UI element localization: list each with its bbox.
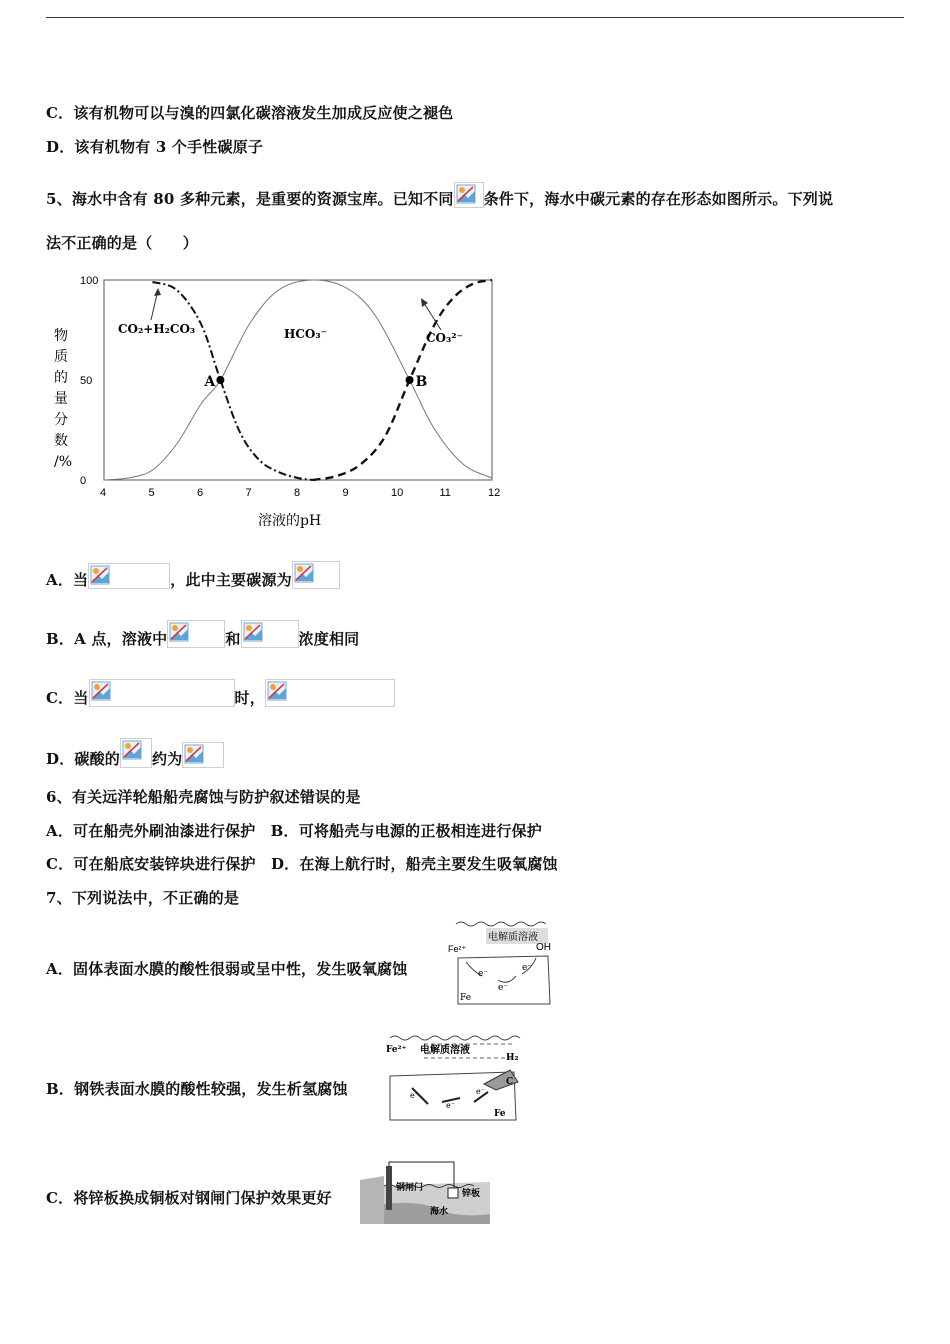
chart-lines — [104, 280, 492, 480]
y-axis-title-char: 质 — [54, 349, 68, 365]
arrow-co3-head — [421, 298, 428, 307]
steel-gate-figure — [360, 1160, 492, 1226]
q5-stem-line1 — [46, 182, 833, 209]
fig-b-label-h2: H₂ — [506, 1053, 519, 1063]
x-tick-label: 5 — [148, 487, 155, 499]
broken-image-icon — [241, 620, 299, 648]
q4-option-d: D．该有机物有 3 个手性碳原子 — [46, 138, 264, 156]
broken-image-icon — [88, 563, 170, 589]
fig-a-label-fe: Fe — [460, 993, 472, 1003]
q5-d-prefix: D．碳酸的 — [46, 750, 121, 768]
q5-b-prefix: B．A 点，溶液中 — [46, 630, 168, 648]
q6-options-cd: C．可在船底安装锌块进行保护 D．在海上航行时，船壳主要发生吸氧腐蚀 — [46, 855, 558, 873]
x-tick-label: 9 — [342, 487, 349, 499]
broken-image-icon — [454, 182, 484, 208]
fig-b-label-c: C — [506, 1077, 514, 1087]
chart-frame — [104, 280, 492, 480]
series-label-hco3: HCO₃⁻ — [284, 327, 327, 341]
q5-stem-part1: 5、海水中含有 80 多种元素，是重要的资源宝库。已知不同 — [46, 190, 454, 208]
q5-stem-line2: 法不正确的是（ ） — [46, 234, 199, 252]
point-label-B: B — [415, 374, 428, 390]
fig-a-electron-2: e⁻ — [498, 983, 509, 993]
broken-image-icon — [120, 738, 152, 768]
broken-image-icon — [292, 561, 340, 589]
series-line-2 — [313, 280, 492, 480]
q7-option-b: B．钢铁表面水膜的酸性较强，发生析氢腐蚀 — [46, 1080, 348, 1098]
point-A — [216, 376, 224, 384]
arrow-co2-head — [154, 288, 161, 296]
oxygen-corrosion-figure — [448, 918, 556, 1008]
chart-labels — [118, 288, 463, 345]
y-tick-label: 100 — [80, 275, 99, 287]
chart-ticks — [80, 275, 500, 499]
q6-options-ab: A．可在船壳外刷油漆进行保护 B．可将船壳与电源的正极相连进行保护 — [46, 822, 542, 840]
x-tick-label: 10 — [391, 487, 404, 499]
q7-option-c: C．将锌板换成铜板对钢闸门保护效果更好 — [46, 1189, 332, 1207]
fig-c-label-gate: 钢闸门 — [396, 1183, 424, 1193]
y-axis-title — [54, 327, 72, 470]
series-label-co2: CO₂+H₂CO₃ — [118, 322, 196, 336]
fig-a-label-oh: OH — [536, 942, 551, 953]
y-axis-title-char: 数 — [54, 433, 68, 449]
fig-c-label-seawater: 海水 — [430, 1207, 449, 1217]
fig-b-electron-2: e⁻ — [446, 1101, 455, 1110]
broken-image-icon — [182, 742, 224, 768]
series-line-1 — [104, 280, 492, 480]
fig-a-label-fe2: Fe²⁺ — [448, 944, 467, 954]
y-axis-title-char: 分 — [54, 412, 68, 428]
q5-a-middle: ，此中主要碳源为 — [170, 571, 292, 589]
broken-image-icon — [167, 620, 225, 648]
hydrogen-corrosion-figure — [384, 1032, 524, 1124]
q5-option-c — [46, 679, 395, 708]
y-axis-title-char: 的 — [54, 370, 68, 386]
q6-stem: 6、有关远洋轮船船壳腐蚀与防护叙述错误的是 — [46, 788, 361, 806]
header-rule — [46, 17, 904, 18]
q7-option-a: A．固体表面水膜的酸性很弱或呈中性，发生吸氧腐蚀 — [46, 960, 408, 978]
q5-c-middle: 时， — [234, 689, 265, 707]
fig-b-label-electrolyte: 电解质溶液 — [420, 1045, 470, 1056]
x-tick-label: 7 — [245, 487, 252, 499]
x-tick-label: 6 — [197, 487, 204, 499]
fig-b-electron-1: e⁻ — [410, 1091, 419, 1100]
carbon-species-chart — [46, 270, 506, 532]
point-B — [406, 376, 414, 384]
q5-option-d — [46, 738, 224, 769]
point-label-A: A — [204, 374, 216, 390]
series-line-0 — [153, 282, 313, 480]
y-tick-label: 0 — [80, 475, 87, 487]
fig-a-label-electrolyte: 电解质溶液 — [488, 932, 538, 943]
q5-stem-part2: 条件下，海水中碳元素的存在形态如图所示。下列说 — [483, 190, 834, 208]
x-tick-label: 12 — [488, 487, 501, 499]
fig-b-label-fe2: Fe²⁺ — [386, 1045, 407, 1055]
y-axis-title-char: 量 — [54, 391, 68, 407]
x-tick-label: 11 — [439, 487, 451, 499]
q4-option-c: C．该有机物可以与溴的四氯化碳溶液发生加成反应使之褪色 — [46, 104, 454, 122]
q5-b-middle: 和 — [225, 630, 241, 648]
q5-option-a — [46, 561, 340, 590]
y-tick-label: 50 — [80, 375, 93, 387]
series-label-co3: CO₃²⁻ — [426, 331, 463, 345]
y-axis-title-char: 物 — [54, 328, 68, 344]
q5-option-b — [46, 620, 359, 649]
y-axis-title-char: /% — [54, 454, 73, 470]
q7-stem: 7、下列说法中，不正确的是 — [46, 889, 240, 907]
fig-c-label-zinc: 锌板 — [462, 1189, 481, 1199]
fig-a-electron-3: e⁻ — [522, 963, 533, 973]
fig-b-electron-3: e⁻ — [476, 1087, 485, 1096]
q5-c-prefix: C．当 — [46, 689, 89, 707]
q5-a-prefix: A．当 — [46, 571, 89, 589]
q5-d-middle: 约为 — [152, 750, 183, 768]
x-axis-title: 溶液的pH — [258, 513, 322, 529]
broken-image-icon — [89, 679, 235, 707]
q5-b-suffix: 浓度相同 — [298, 630, 360, 648]
fig-b-label-fe: Fe — [494, 1109, 506, 1119]
x-tick-label: 4 — [100, 487, 107, 499]
x-tick-label: 8 — [294, 487, 301, 499]
fig-a-electron-1: e⁻ — [478, 969, 489, 979]
broken-image-icon — [265, 679, 395, 707]
